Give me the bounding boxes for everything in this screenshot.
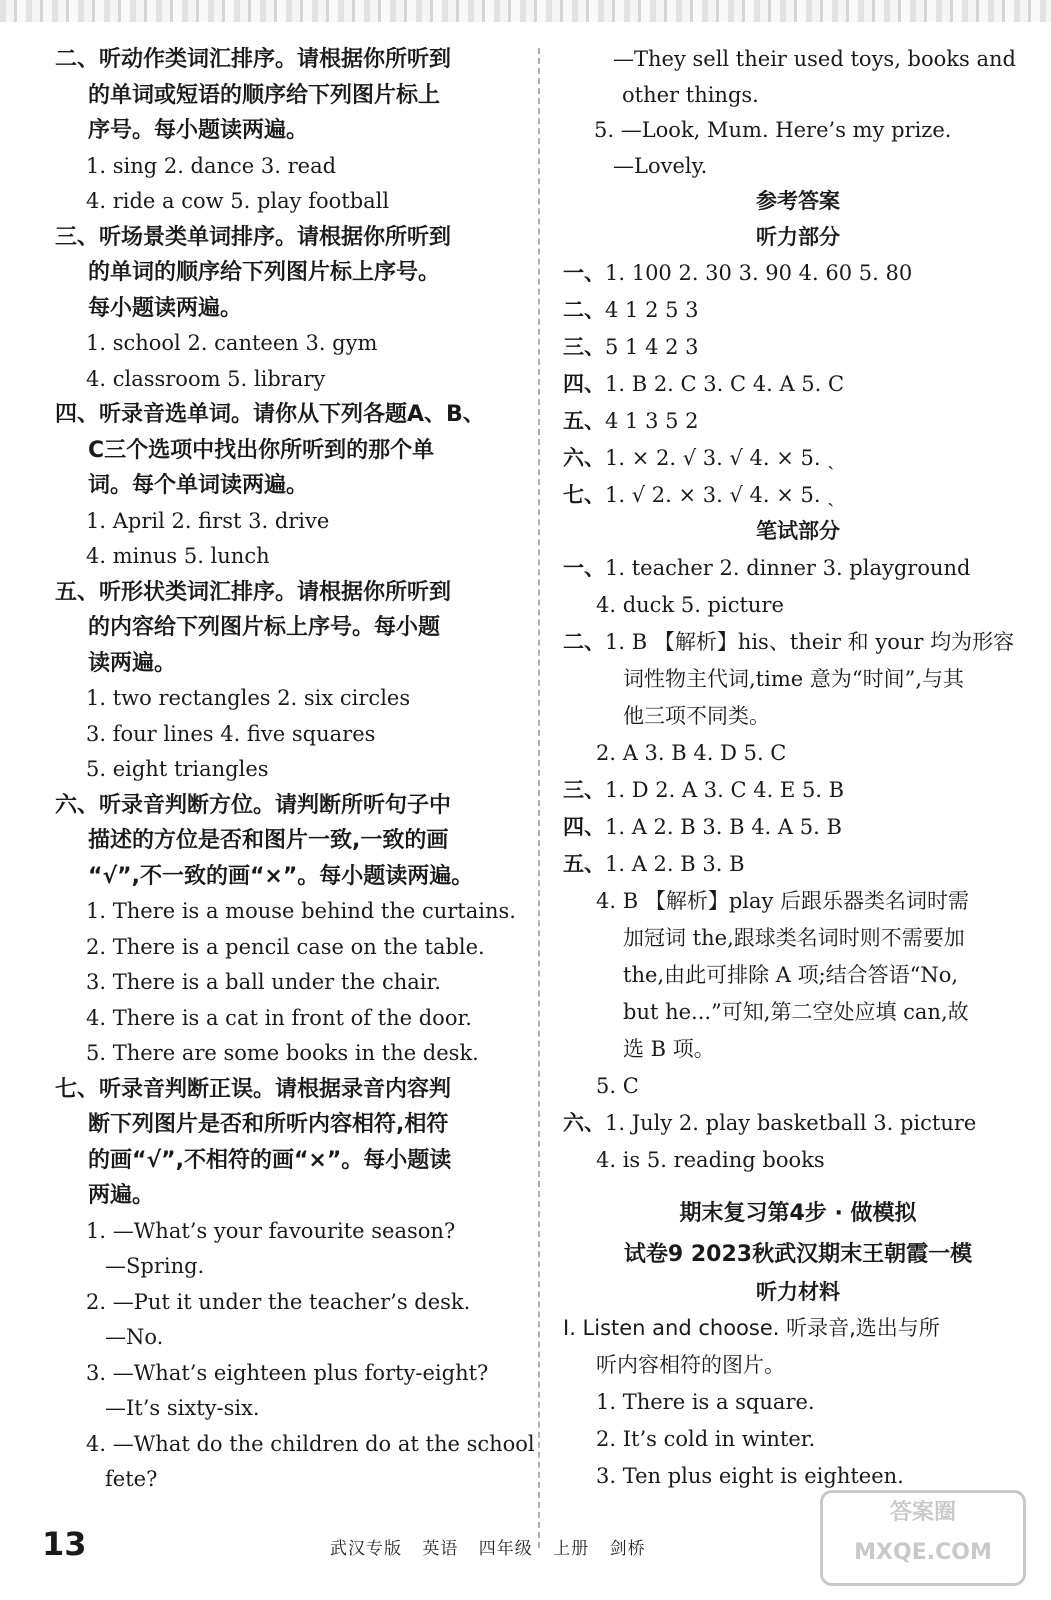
explanation-line: the,由此可排除 A 项;结合答语“No,	[623, 962, 959, 987]
explanation-line: 选 B 项。	[623, 1036, 715, 1061]
right-column	[563, 42, 1033, 1495]
answer-row: 4. duck 5. picture	[596, 592, 784, 617]
dialogue-continuation: fete?	[105, 1467, 158, 1491]
list-item: 4. minus 5. lunch	[86, 544, 270, 568]
dialogue-question: 2. —Put it under the teacher’s desk.	[86, 1289, 471, 1314]
answer-row: 一、1. 100 2. 30 3. 90 4. 60 5. 80	[563, 261, 913, 285]
list-item: 2. It’s cold in winter.	[596, 1427, 816, 1451]
answer-row: 5. C	[596, 1073, 639, 1098]
section-3-instruction: 三、听场景类单词排序。请根据你所听到 的单词的顺序给下列图片标上序号。 每小题读两遍。	[55, 224, 452, 321]
column-divider	[538, 48, 540, 1548]
section-7-instruction: 七、听录音判断正误。请根据录音内容判 断下列图片是否和所听内容相符,相符 的画“√”,不相符的画“×”。每小题读 两遍。	[55, 1076, 452, 1208]
answer-row: 五、1. A 2. B 3. B	[563, 851, 745, 876]
list-item: 3. There is a ball under the chair.	[86, 970, 441, 994]
answer-row: 四、1. A 2. B 3. B 4. A 5. B	[563, 814, 842, 839]
list-item: 4. There is a cat in front of the door.	[86, 1005, 472, 1030]
answer-row: 六、1. × 2. √ 3. √ 4. × 5. ˎ	[563, 446, 835, 470]
dialogue-question: 1. —What’s your favourite season?	[86, 1218, 456, 1243]
listening-material-title: 听力材料	[756, 1279, 840, 1304]
list-item: 3. Ten plus eight is eighteen.	[596, 1464, 904, 1488]
dialogue-question: 5. —Look, Mum. Here’s my prize.	[594, 118, 952, 142]
paper-title: 试卷9 2023秋武汉期末王朝霞一模	[623, 1241, 973, 1267]
answer-row: 2. A 3. B 4. D 5. C	[596, 740, 787, 765]
list-item: 3. four lines 4. five squares	[86, 721, 376, 746]
dialogue-answer: —Lovely.	[613, 153, 708, 178]
dialogue-question: 4. —What do the children do at the school	[86, 1431, 535, 1456]
list-item: 2. There is a pencil case on the table.	[86, 934, 485, 959]
explanation-line: 词性物主代词,time 意为“时间”,与其	[623, 666, 964, 691]
written-part-title: 笔试部分	[756, 519, 840, 543]
list-item: 1. school 2. canteen 3. gym	[86, 331, 378, 355]
dialogue-continuation: other things.	[622, 82, 759, 107]
section-4-instruction: 四、听录音选单词。请你从下列各题A、B、 C三个选项中找出你所听到的那个单 词。每个单词读两遍。	[55, 402, 485, 498]
answer-row: 4. is 5. reading books	[596, 1147, 825, 1172]
answer-row: 四、1. B 2. C 3. C 4. A 5. C	[563, 372, 845, 396]
answer-row: 4. B 【解析】play 后跟乐器类名词时需	[596, 888, 970, 913]
footer-book-info: 武汉专版 英语 四年级 上册 剑桥	[330, 1539, 646, 1559]
page-number: 13	[42, 1525, 87, 1563]
dialogue-answer: —Spring.	[105, 1254, 205, 1278]
list-item: 4. classroom 5. library	[86, 366, 326, 391]
list-item: 5. eight triangles	[86, 757, 269, 781]
part-1-instruction: Ⅰ. Listen and choose. 听录音,选出与所	[563, 1316, 940, 1340]
answer-row: 三、1. D 2. A 3. C 4. E 5. B	[563, 777, 845, 802]
answer-row: 一、1. teacher 2. dinner 3. playground	[563, 555, 971, 580]
list-item: 4. ride a cow 5. play football	[86, 189, 390, 213]
top-decorative-band	[0, 0, 1051, 22]
explanation-line: but he...”可知,第二空处应填 can,故	[623, 999, 969, 1024]
list-item: 1. April 2. first 3. drive	[86, 508, 330, 533]
dialogue-continuation: —They sell their used toys, books and	[613, 47, 1016, 71]
list-item: 5. There are some books in the desk.	[86, 1041, 479, 1065]
list-item: 1. There is a square.	[596, 1390, 815, 1414]
section-2-instruction: 二、听动作类词汇排序。请根据你所听到 的单词或短语的顺序给下列图片标上 序号。每小题读两遍。	[55, 47, 452, 143]
answer-row: 二、4 1 2 5 3	[563, 298, 699, 322]
listening-part-title: 听力部分	[756, 224, 840, 249]
part-1-instruction-cont: 听内容相符的图片。	[596, 1353, 785, 1377]
answer-row: 七、1. √ 2. × 3. √ 4. × 5. ˎ	[563, 483, 835, 507]
list-item: 1. There is a mouse behind the curtains.	[86, 899, 516, 923]
dialogue-question: 3. —What’s eighteen plus forty-eight?	[86, 1360, 489, 1385]
list-item: 1. sing 2. dance 3. read	[86, 153, 337, 178]
explanation-line: 加冠词 the,跟球类名词时则不需要加	[623, 925, 965, 950]
left-column	[55, 42, 535, 1498]
answer-row: 六、1. July 2. play basketball 3. picture	[563, 1110, 977, 1135]
answers-title: 参考答案	[756, 189, 840, 213]
answer-row: 五、4 1 3 5 2	[563, 409, 699, 433]
section-6-instruction: 六、听录音判断方位。请判断所听句子中 描述的方位是否和图片一致,一致的画 “√”,不一致的画“×”。每小题读两遍。	[55, 792, 474, 889]
section-5-instruction: 五、听形状类词汇排序。请根据你所听到 的内容给下列图片标上序号。每小题 读两遍。	[55, 579, 452, 676]
dialogue-answer: —No.	[105, 1325, 164, 1349]
review-step-title: 期末复习第4步 · 做模拟	[679, 1200, 917, 1226]
answer-row: 二、1. B 【解析】his、their 和 your 均为形容	[563, 629, 1015, 654]
answer-row: 三、5 1 4 2 3	[563, 335, 699, 359]
list-item: 1. two rectangles 2. six circles	[86, 686, 411, 710]
dialogue-answer: —It’s sixty-six.	[105, 1396, 260, 1420]
watermark-logo: 答案圈 MXQE.COM	[820, 1490, 1026, 1586]
explanation-line: 他三项不同类。	[623, 703, 770, 728]
